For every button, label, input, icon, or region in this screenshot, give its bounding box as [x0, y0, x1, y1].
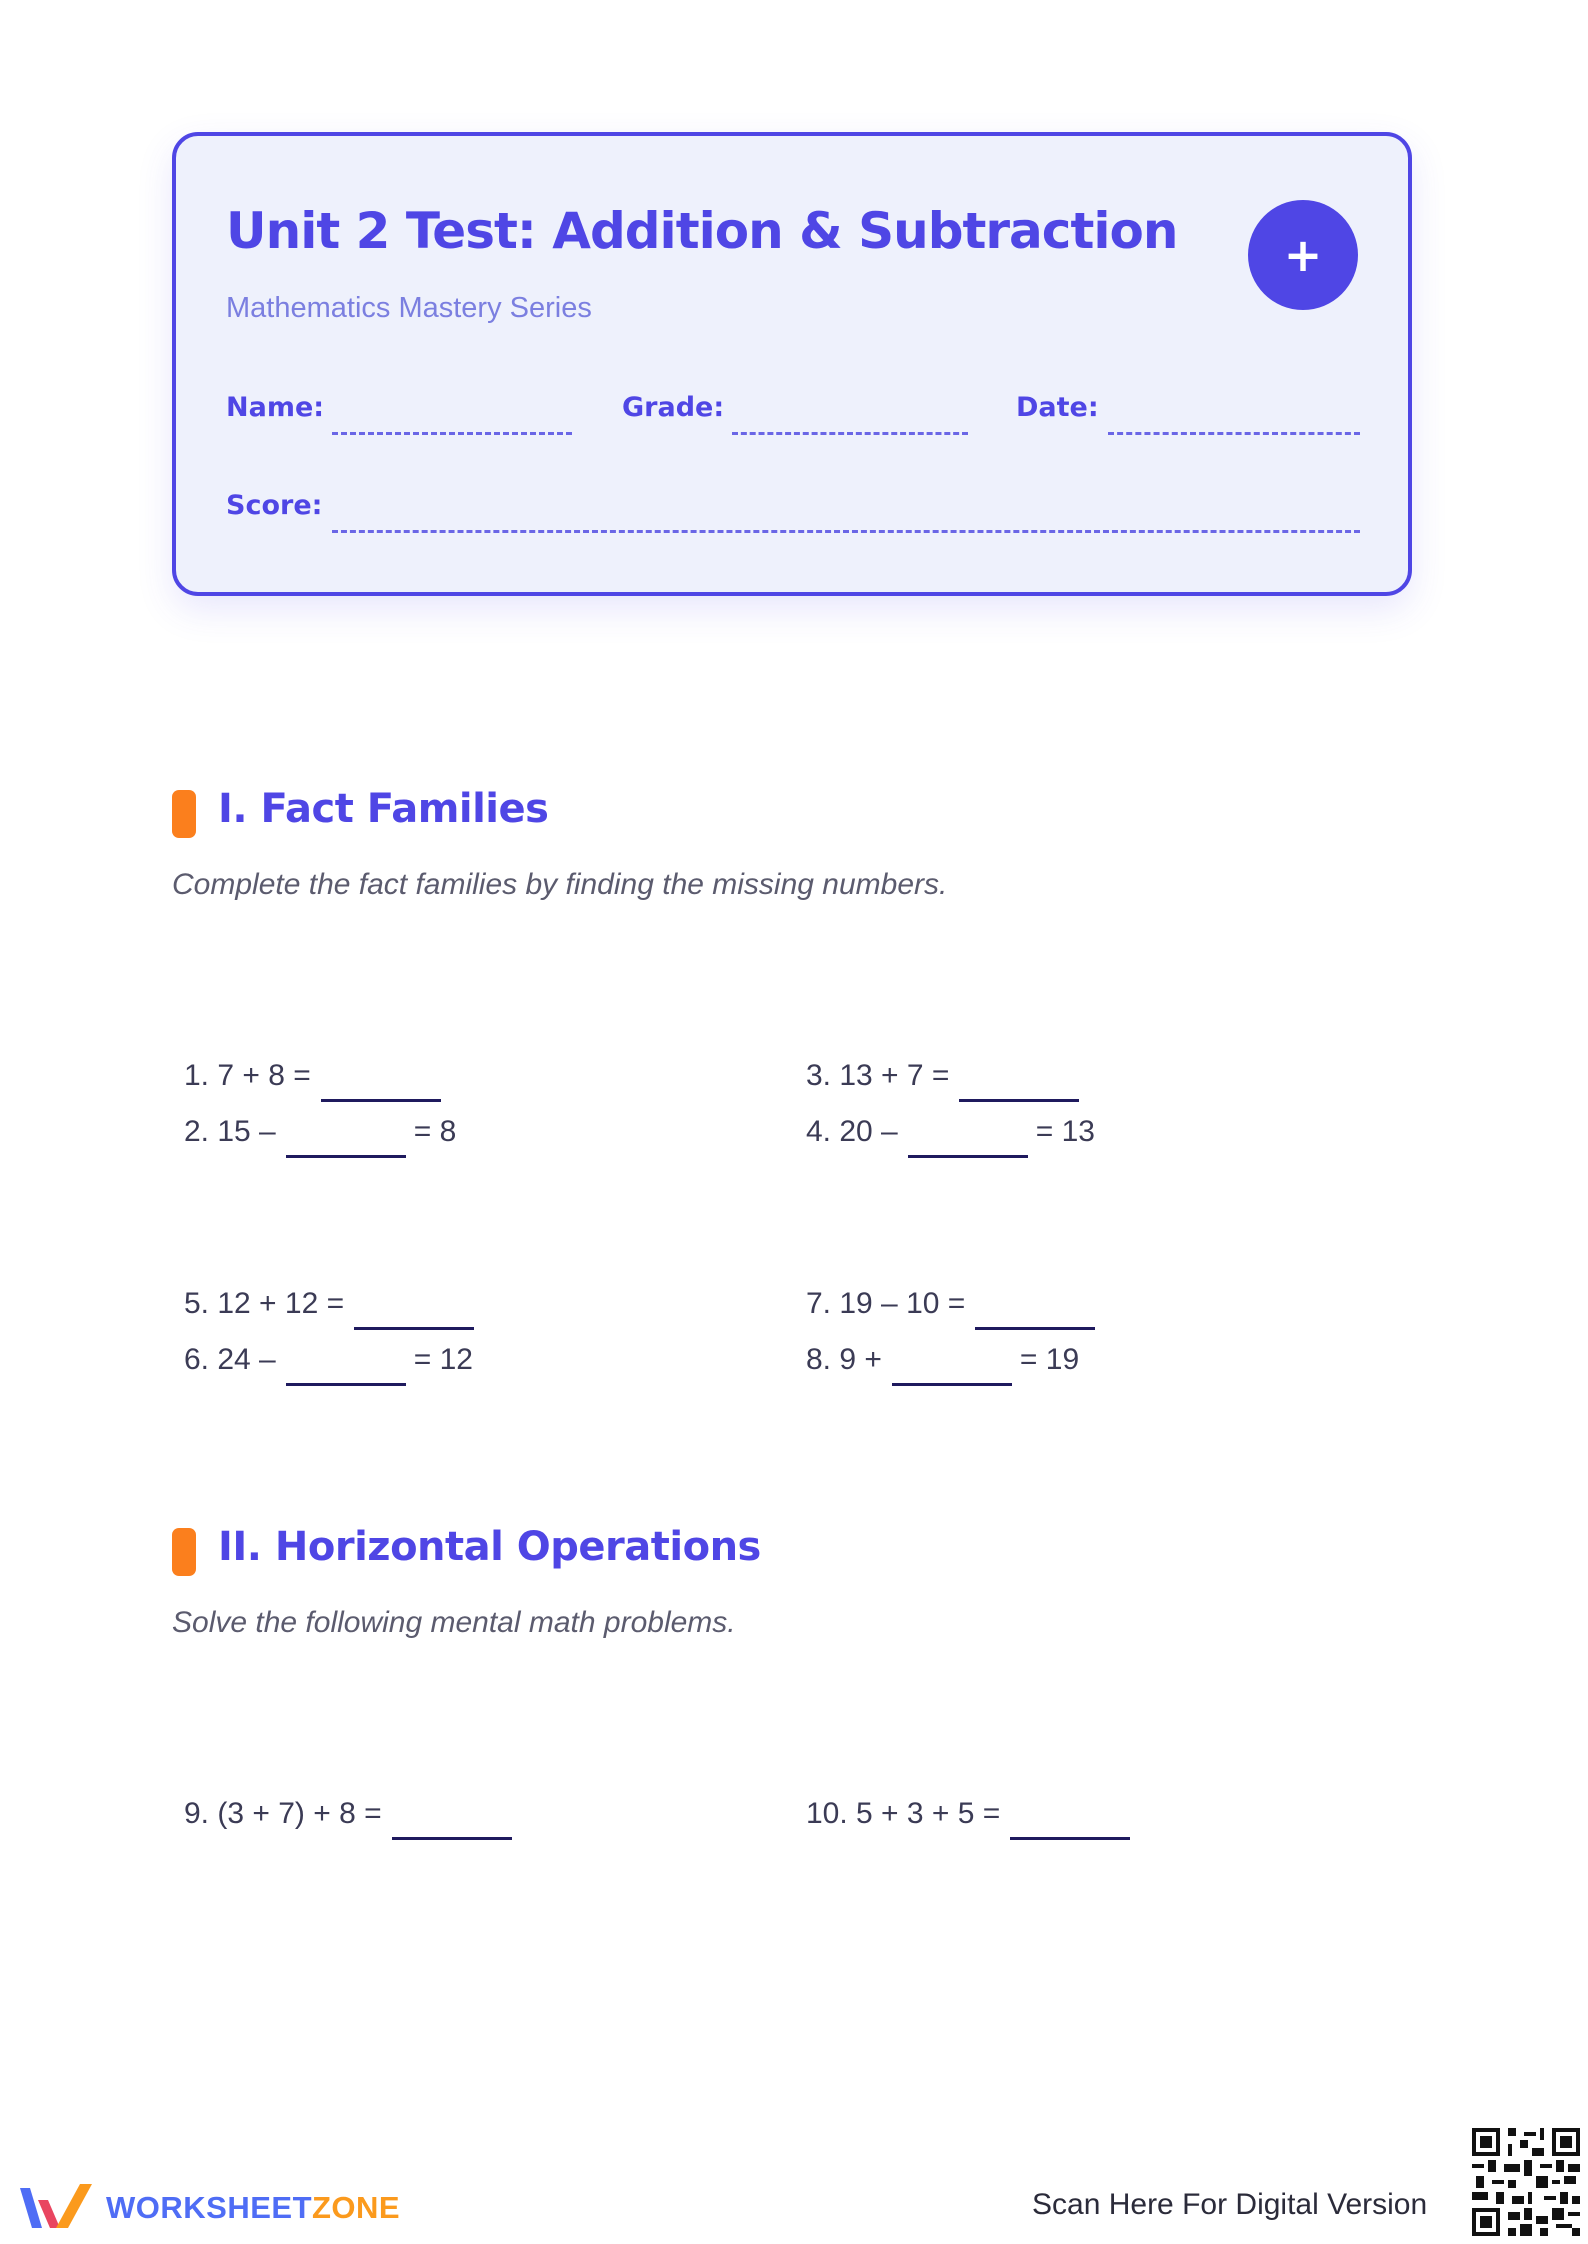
problem-10: [806, 1794, 1138, 1834]
problem-7: [806, 1284, 1103, 1324]
problem-text: 4. 20 –: [806, 1115, 898, 1148]
problem-text: 5. 12 + 12 =: [184, 1287, 345, 1320]
answer-blank[interactable]: [286, 1127, 406, 1158]
section-1-instructions: Complete the fact families by finding the missing numbers.: [172, 868, 948, 901]
grade-label: Grade:: [622, 392, 725, 423]
section-2-marker: [172, 1528, 196, 1576]
answer-blank[interactable]: [1010, 1809, 1130, 1840]
answer-blank[interactable]: [321, 1071, 441, 1102]
qr-code-icon[interactable]: [1472, 2128, 1580, 2236]
page-title: Unit 2 Test: Addition & Subtraction: [226, 202, 1178, 260]
brand-name-part2: ZONE: [312, 2190, 401, 2225]
page-subtitle: Mathematics Mastery Series: [226, 292, 592, 324]
problem-text: 3. 13 + 7 =: [806, 1059, 950, 1092]
score-field[interactable]: [332, 530, 1360, 533]
plus-icon: +: [1248, 200, 1358, 310]
worksheetzone-logo-icon: [16, 2180, 96, 2236]
section-2-instructions: Solve the following mental math problems.: [172, 1606, 736, 1639]
name-field[interactable]: [332, 432, 572, 435]
answer-blank[interactable]: [286, 1355, 406, 1386]
problem-text: 9. (3 + 7) + 8 =: [184, 1797, 382, 1830]
answer-blank[interactable]: [392, 1809, 512, 1840]
problem-9: [184, 1794, 520, 1834]
problem-result: = 8: [413, 1115, 457, 1148]
score-label: Score:: [226, 490, 323, 521]
problem-text: 6. 24 –: [184, 1343, 276, 1376]
brand-logo[interactable]: [16, 2180, 400, 2236]
problem-4: [806, 1112, 1095, 1152]
section-1-marker: [172, 790, 196, 838]
section-1-title: I. Fact Families: [218, 786, 549, 832]
problem-2: [184, 1112, 456, 1152]
brand-name: [106, 2190, 400, 2226]
date-label: Date:: [1016, 392, 1099, 423]
problem-text: 10. 5 + 3 + 5 =: [806, 1797, 1001, 1830]
date-field[interactable]: [1108, 432, 1360, 435]
problem-8: [806, 1340, 1079, 1380]
section-2-title: II. Horizontal Operations: [218, 1524, 761, 1570]
answer-blank[interactable]: [975, 1299, 1095, 1330]
problem-text: 1. 7 + 8 =: [184, 1059, 311, 1092]
problem-6: [184, 1340, 473, 1380]
problem-text: 8. 9 +: [806, 1343, 882, 1376]
problem-1: [184, 1056, 449, 1096]
problem-result: = 13: [1035, 1115, 1095, 1148]
problem-text: 2. 15 –: [184, 1115, 276, 1148]
problem-result: = 12: [413, 1343, 473, 1376]
answer-blank[interactable]: [892, 1355, 1012, 1386]
name-label: Name:: [226, 392, 325, 423]
problem-result: = 19: [1019, 1343, 1080, 1376]
scan-text: Scan Here For Digital Version: [1032, 2188, 1428, 2221]
grade-field[interactable]: [732, 432, 968, 435]
brand-name-part1: WORKSHEET: [106, 2190, 312, 2225]
problem-5: [184, 1284, 482, 1324]
answer-blank[interactable]: [959, 1071, 1079, 1102]
header-card: [172, 132, 1412, 596]
problem-text: 7. 19 – 10 =: [806, 1287, 966, 1320]
answer-blank[interactable]: [354, 1299, 474, 1330]
answer-blank[interactable]: [908, 1127, 1028, 1158]
problem-3: [806, 1056, 1087, 1096]
